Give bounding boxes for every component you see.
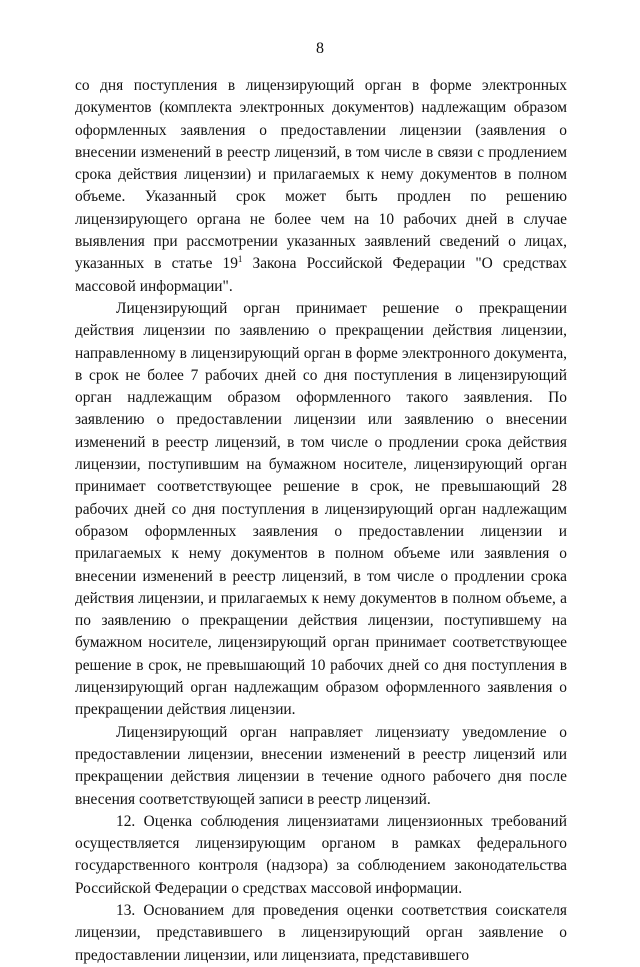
paragraph-1-text-end: Закона Российской Федерации "О средствах массовой информации". (75, 255, 567, 295)
paragraph-2: Лицензирующий орган принимает решение о прекращении действия лицензии по заявлению о прекращении действия лицензии, направленному в лицензирующий орган в форме электронного документа, в срок не более 7 рабочих дней со дня поступления в лицензирующий орган надлежащим образом оформленного такого заявления. По заявлению о предоставлении лицензии или заявлению о внесении изменений в реестр лицензий, в том числе о продлении срока действия лицензии, поступившим на бумажном носителе, лицензирующий орган принимает соответствующее решение в срок, не превышающий 28 рабочих дней со дня поступления в лицензирующий орган надлежащим образом оформленных заявления о предоставлении лицензии и прилагаемых к нему документов в полном объеме или заявления о внесении изменений в реестр лицензий, в том числе о продлении срока действия лицензии, и прилагаемых к нему документов в полном объеме, а по заявлению о прекращении действия лицензии, поступившему на бумажном носителе, лицензирующий орган принимает соответствующее решение в срок, не превышающий 10 рабочих дней со дня поступления в лицензирующий орган надлежащим образом оформленного заявления о прекращении действия лицензии. (75, 299, 567, 719)
paragraph-12: 12. Оценка соблюдения лицензиатами лицензионных требований осуществляется лицензирующим органом в рамках федерального государственного контроля (надзора) за соблюдением законодательства Российской Федерации о средствах массовой информации. (75, 812, 567, 897)
paragraph-13: 13. Основанием для проведения оценки соответствия соискателя лицензии, представившего в лицензирующий орган заявление о предоставлении лицензии, или лицензиата, представившего (75, 901, 567, 964)
article-superscript: 1 (237, 254, 243, 265)
document-body (75, 75, 567, 967)
paragraph-3: Лицензирующий орган направляет лицензиату уведомление о предоставлении лицензии, внесении изменений в реестр лицензий или прекращении действия лицензии в течение одного рабочего дня после внесения соответствующей записи в реестр лицензий. (75, 723, 567, 808)
paragraph-1 (75, 75, 567, 298)
paragraph-1-text: со дня поступления в лицензирующий орган в форме электронных документов (комплекта электронных документов) надлежащим образом оформленных заявления о предоставлении лицензии (заявления о внесении изменений в реестр лицензий, в том числе в связи с продлением срока действия лицензии) и прилагаемых к нему документов в полном объеме. Указанный срок может быть продлен по решению лицензирующего органа не более чем на 10 рабочих дней в случае выявления при рассмотрении указанных заявлений сведений о лицах, указанных в статье 19 (75, 77, 567, 273)
page-number: 8 (316, 40, 324, 57)
